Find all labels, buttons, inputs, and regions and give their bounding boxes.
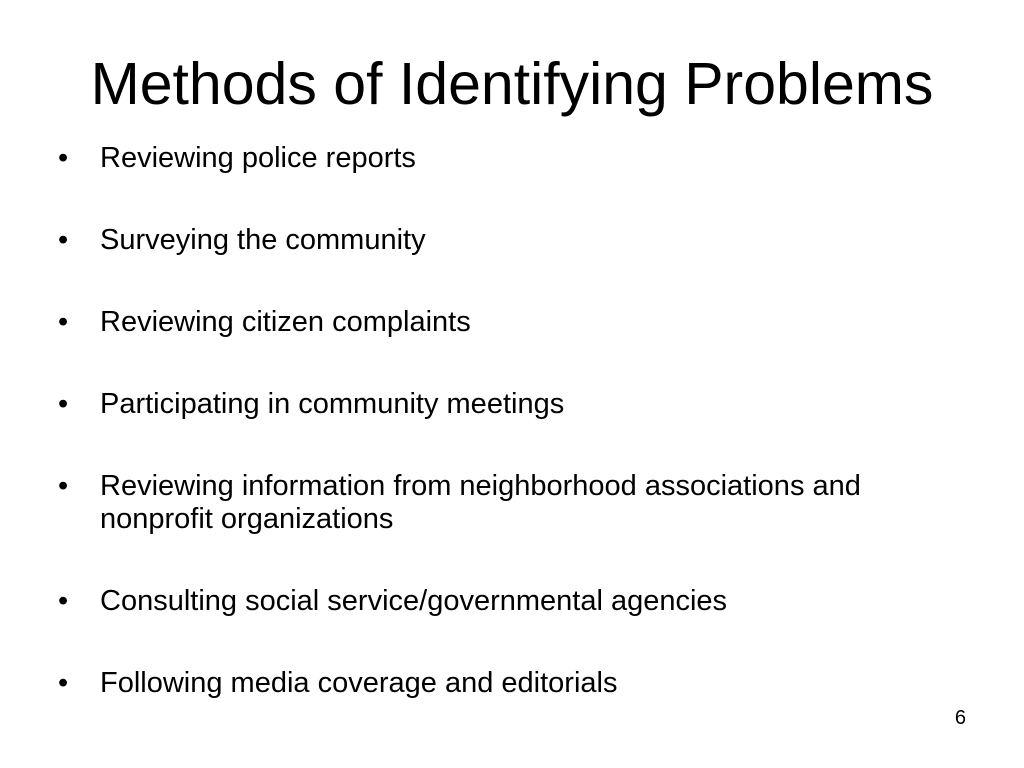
bullet-text: Reviewing police reports (100, 142, 416, 174)
bullet-list (58, 142, 958, 749)
bullet-marker: • (58, 470, 69, 502)
bullet-marker: • (58, 142, 69, 174)
bullet-text: Following media coverage and editorials (100, 667, 618, 699)
bullet-item (58, 142, 958, 175)
bullet-item (58, 388, 958, 421)
bullet-marker: • (58, 306, 69, 338)
bullet-item (58, 306, 958, 339)
bullet-text: Reviewing information from neighborhood associations and nonprofit organizations (100, 470, 861, 535)
slide-title: Methods of Identifying Problems (90, 51, 934, 117)
bullet-marker: • (58, 224, 69, 256)
bullet-item (58, 470, 958, 536)
bullet-text: Consulting social service/governmental agencies (100, 585, 728, 617)
bullet-item (58, 224, 958, 257)
bullet-text: Participating in community meetings (100, 388, 565, 420)
bullet-marker: • (58, 667, 69, 699)
page-number: 6 (954, 707, 966, 729)
bullet-text: Reviewing citizen complaints (100, 306, 471, 338)
bullet-item (58, 667, 958, 700)
bullet-text: Surveying the community (100, 224, 426, 256)
bullet-item (58, 585, 958, 618)
bullet-marker: • (58, 585, 69, 617)
bullet-marker: • (58, 388, 69, 420)
